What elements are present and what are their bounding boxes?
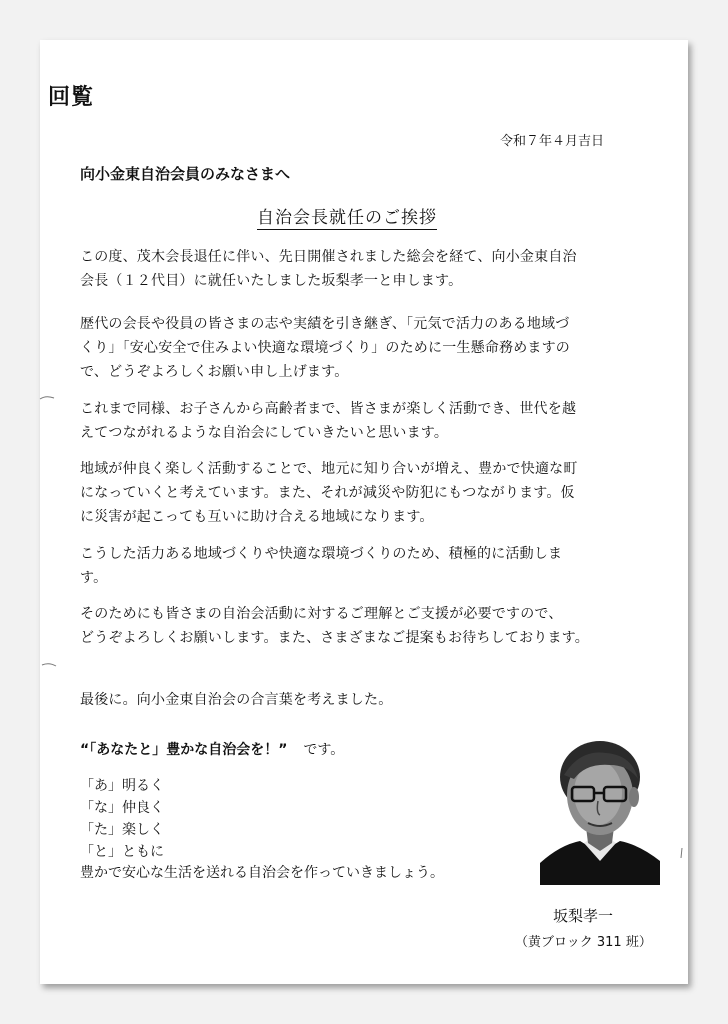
paragraph-2: 歴代の会長や役員の皆さまの志や実績を引き継ぎ、「元気で活力のある地域づ くり」「安心安全で住みよい快適な環境づくり」のために一生懸命務めますの で、どうぞよろしくお願い申し上げます。 (80, 316, 570, 380)
paragraph-6: そのためにも皆さまの自治会活動に対するご理解とご支援が必要ですので、 どうぞよろしくお願いします。また、さまざまなご提案もお待ちしております。 (80, 606, 589, 646)
closing-line: 豊かで安心な生活を送れる自治会を作っていきましょう。 (80, 865, 444, 881)
greeting-heading: 自治会長就任のご挨拶 (257, 203, 437, 230)
scan-mark-decoration (40, 660, 60, 670)
document-title: 回覧 (48, 85, 95, 110)
signature-block: （黄ブロック 311 班） (515, 935, 652, 950)
acrostic-list (80, 775, 164, 863)
slogan-line (80, 739, 344, 759)
addressee-line: 向小金東自治会員のみなさまへ (80, 165, 291, 183)
paragraph-4: 地域が仲良く楽しく活動することで、地元に知り合いが増え、豊かで快適な町 になっていくと考えています。また、それが減災や防犯にもつながります。仮 に災害が起こっても互いに助け合える地域になります。 (80, 461, 578, 525)
portrait-photo (540, 735, 660, 885)
acrostic-item: 「な」仲良く (80, 800, 164, 816)
signature-name: 坂梨孝一 (553, 907, 614, 925)
acrostic-item: 「た」楽しく (80, 822, 164, 838)
portrait-image (540, 735, 660, 885)
scan-mark-decoration (676, 846, 688, 860)
paragraph-1: この度、茂木会長退任に伴い、先日開催されました総会を経て、向小金東自治 会長（１２代目）に就任いたしました坂梨孝一と申します。 (80, 249, 577, 289)
slogan-suffix: です。 (303, 742, 345, 758)
scan-mark-decoration (38, 393, 58, 403)
paragraph-7: 最後に。向小金東自治会の合言葉を考えました。 (80, 692, 393, 708)
document-date: 令和７年４月吉日 (500, 134, 605, 149)
paragraph-3: これまで同様、お子さんから高齢者まで、皆さまが楽しく活動でき、世代を越 えてつながれるような自治会にしていきたいと思います。 (80, 401, 577, 441)
paragraph-5: こうした活力ある地域づくりや快適な環境づくりのため、積極的に活動しま す。 (80, 546, 563, 586)
acrostic-item: 「あ」明るく (80, 778, 164, 794)
slogan-text: “「あなたと」豊かな自治会を！” (80, 742, 288, 758)
acrostic-item: 「と」ともに (80, 844, 164, 860)
